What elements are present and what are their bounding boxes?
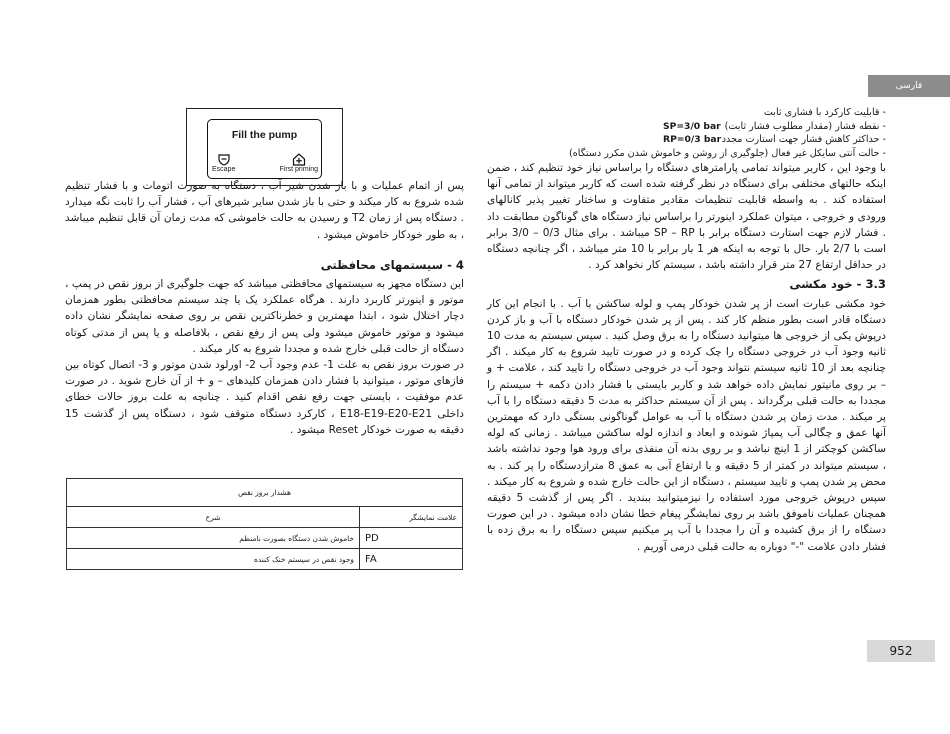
table-title-row — [67, 479, 463, 507]
fault-description: خاموش شدن دستگاه بصورت نامنظم — [67, 528, 360, 549]
table-row — [67, 549, 463, 570]
bullet-param: RP=0/3 bar — [663, 134, 722, 145]
header-code: علامت نمایشگر — [360, 507, 463, 528]
escape-button — [212, 154, 235, 174]
settings-paragraph: با وجود این ، کاربر میتواند تمامی پارامترهای دستگاه را براساس نیاز خود تنظیم کند ، ضمن اینکه حالتهای مختلفی برای دستگاه در نظر گرفته شده است که کاربر میتواند از تمامی آنها استفاده کند . به واسطه قابلیت تنظیمات مقادیر متفاوت و ساختار تغییر پذیر کانالهای ورودی و خروجی ، میتوان عملکرد اینورتر را براساس نیاز دستگاه های گوناگون مطابقت داد . فشار لازم جهت استارت دستگاه برابر با SP – RP میباشد . برای مثال 0/3 – 3/0 برابر است با 2/7 بار. حال با توجه به اینکه هر 1 بار برابر با 10 متر میباشد ، اگر چنانچه دستگاه در حداقل ارتفاع 27 متر قرار داشته باشد ، سیستم کار نخواهد کرد . — [487, 162, 887, 272]
after-priming-paragraph: پس از اتمام عملیات و با باز شدن شیر آب ، دستگاه به صورت اتومات و با فشار تنظیم شده شروع به کار میکند و حتی با باز شدن سایر شیرهای آب ، فشار آب را ثابت نگه میدارد . دستگاه پس از زمان T2 و رسیدن به حالت خاموشی که مدت زمان آن قابل تنظیم میباشد ، به طور خودکار خاموش میشود . — [65, 180, 464, 241]
bullet-line — [487, 120, 886, 134]
bullet-line — [487, 133, 886, 147]
header-description: شرح — [67, 507, 360, 528]
table-row — [67, 528, 463, 549]
fault-reset-paragraph: در صورت بروز نقص به علت 1- عدم وجود آب 2- اورلود شدن موتور و 3- اتصال کوتاه بین فازهای موتور ، میتوانید با فشار دادن همزمان کلیدهای – و + از آن خارج شوید . در صورت عدم موفقیت ، بایستی جهت رفع نقص اقدام کنید . چنانچه به علت بروز حالات خطای داخلی E18-E19-E20-E21 ، کارکرد دستگاه متوقف شود ، دستگاه پس از گذشت 15 دقیقه به صورت خودکار Reset میشود . — [65, 359, 464, 436]
plus-house-icon — [292, 153, 306, 166]
left-column — [65, 178, 464, 438]
table-title: هشدار بروز نقص — [67, 479, 463, 507]
minus-shield-icon — [217, 154, 231, 166]
right-column — [487, 106, 886, 555]
self-priming-paragraph: خود مکشی عبارت است از پر شدن خودکار پمپ و لوله ساکشن با آب . با انجام این کار دستگاه قادر است بطور منظم کار کند . پس از پر شدن خودکار دستگاه با آب و باز کردن درپوش یکی از خروجی ها میتوانید دستگاه را به برق وصل کنید . سپس سیستم به مدت 10 ثانیه وجود آب در خروجی دستگاه را چک کرده و در صورت تایید شروع به کار میکند . اگر چنانچه بعد از 10 ثانیه سیستم نتواند وجود آب در خروجی دستگاه را تایید کند ، علامت + و – بر روی مانیتور نمایش داده خواهد شد و کاربر بایستی با فشار دادن دکمه + سیستم را مجددا به حالت قبلی برگرداند . پس از آن سیستم حداکثر به مدت 5 دقیقه دستگاه را با آب پر میکند . مدت زمان پر شدن دستگاه با آب به عوامل گوناگونی بستگی دارد که مهمترین آنها عمق و چگالی آب پمپاژ شونده و ابعاد و اندازه لوله ساکشن میباشد . زمانی که لوله ساکشن کوچکتر از 1 اینچ نباشد و بر روی بدنه آن منفذی برای ورود هوا وجود نداشته باشد ، سیستم میتواند در کمتر از 5 دقیقه و با ارتفاع آبی به عمق 8 مترازدستگاه را پر کند . به محض پر شدن پمپ و تایید سیستم ، دستگاه از این حالت خارج شده و شروع به کار میکند . سپس درپوش خروجی مورد استفاده را نیزمیتوانید ببندید . اگر پس از گذشت 5 دقیقه همچنان عملیات ناموفق باشد بر روی نمایشگر پیغام خطا نشان داده میشود . در این صورت دستگاه را از برق کشیده و آن را مجددا با آب پر میکنیم سپس دستگاه را به برق زده با فشار دادن علامت "-" دوباره به حالت قبلی درمی آوریم . — [487, 297, 887, 553]
escape-label: Escape — [212, 166, 236, 173]
section-title-self-priming: 3.3 - خود مکشی — [789, 277, 886, 292]
first-priming-button — [279, 153, 318, 174]
bullet-param: SP=3/0 bar — [663, 120, 721, 132]
table-header-row — [67, 507, 463, 528]
bullet-text: - نقطه فشار (مقدار مطلوب فشار ثابت) — [724, 120, 886, 132]
page-number: 952 — [867, 640, 935, 662]
protection-paragraph: این دستگاه مجهز به سیستمهای محافظتی میباشد که جهت جلوگیری از بروز نقص در پمپ ، موتور و اینورتر کاربرد دارند . هرگاه عملکرد یک یا چند سیستم محافظتی بطور همزمان دچار اختلال شود ، ابتدا مهمترین و خطرناکترین نقص بر روی صفحه نمایشگر نشان داده میشود و موتور خاموش میشود ولی پس از رفع نقص ، بلافاصله و یا پس از مدتی کوتاه دستگاه از حالت قبلی خارج شده و مجددا شروع به کار میکند . — [65, 278, 464, 355]
display-title: Fill the pump — [231, 129, 298, 141]
bullet-text: - قابلیت کارکرد با فشاری ثابت — [763, 107, 886, 118]
bullet-text: - حداکثر کاهش فشار جهت استارت مجدد — [721, 134, 886, 145]
fault-description: وجود نقص در سیستم خنک کننده — [67, 549, 360, 570]
display-screen — [207, 119, 322, 179]
fault-code: PD — [360, 528, 463, 549]
first-priming-label: First priming — [279, 166, 318, 173]
language-tab: فارسی — [868, 75, 950, 97]
fault-table — [66, 478, 463, 570]
bullet-line — [487, 147, 886, 161]
bullet-line — [487, 106, 886, 120]
settings-bullet-list — [487, 106, 886, 160]
fault-code: FA — [360, 549, 463, 570]
bullet-text: - حالت آنتی سایکل غیر فعال (جلوگیری از روشن و خاموش شدن مکرر دستگاه) — [569, 147, 886, 159]
section-title-protection: 4 - سیستمهای محافظتی — [320, 257, 464, 272]
display-illustration — [186, 108, 343, 186]
